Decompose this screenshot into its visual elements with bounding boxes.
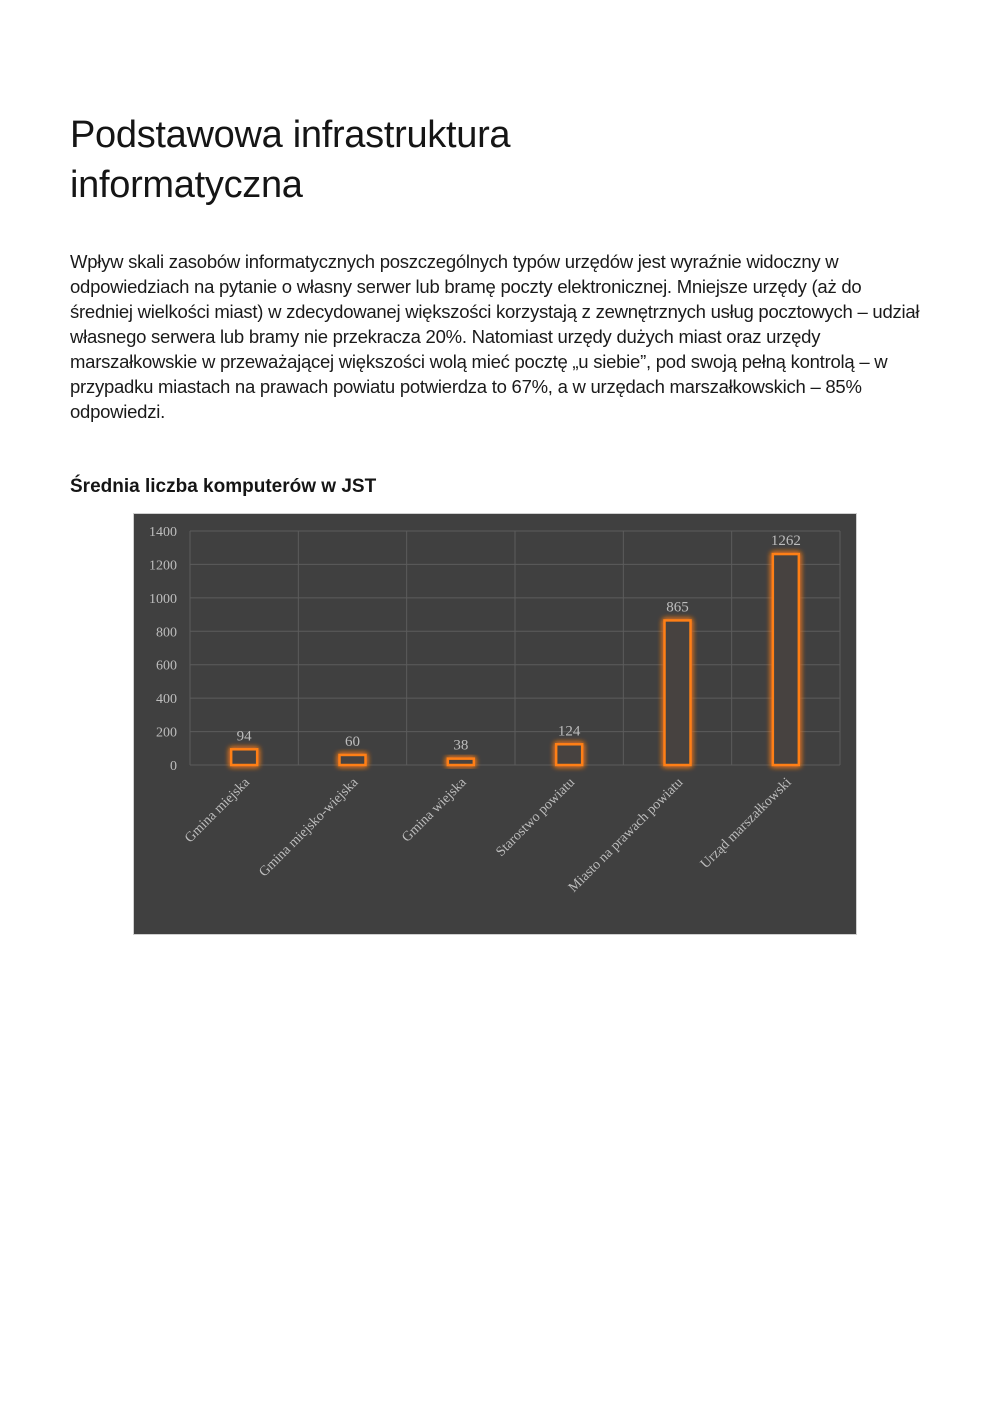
chart-title: Średnia liczba komputerów w JST bbox=[70, 476, 377, 497]
bar bbox=[556, 744, 582, 765]
x-category-label: Gmina miejsko-wiejska bbox=[256, 775, 362, 881]
bar bbox=[773, 554, 799, 765]
bar bbox=[231, 749, 257, 765]
data-label: 124 bbox=[557, 723, 581, 740]
bar bbox=[340, 755, 366, 765]
intro-paragraph: Wpływ skali zasobów informatycznych poszczególnych typów urzędów jest wyraźnie widoczny w odpowiedziach na pytanie o własny serwer lub bramę poczty elektronicznej. Mniejsze urzędy (aż do średniej wielkości miast) w zdecydowanej większości korzystają z zewnętrznych usług pocztowych – udział własnego serwera lub bramy nie przekracza 20%. Natomiast urzędy dużych miast oraz urzędy marszałkowskie w przeważającej większości wolą mieć pocztę „u siebie”, pod swoją pełną kontrolą – w przypadku miastach na prawach powiatu potwierdza to 67%, a w urzędach marszałkowskich – 85% odpowiedzi. bbox=[70, 251, 920, 422]
y-tick-label: 1000 bbox=[149, 591, 177, 607]
y-tick-label: 0 bbox=[170, 759, 177, 774]
y-tick-label: 800 bbox=[156, 625, 177, 641]
bar-chart-svg bbox=[134, 514, 856, 934]
y-tick-label: 400 bbox=[156, 692, 177, 708]
data-label: 38 bbox=[453, 737, 469, 754]
bar-chart bbox=[133, 513, 857, 935]
x-category-label: Starostwo powiatu bbox=[493, 775, 578, 860]
x-category-label: Urząd marszałkowski bbox=[698, 775, 795, 872]
y-tick-label: 200 bbox=[156, 725, 177, 741]
page-title-line-1: Podstawowa infrastruktura bbox=[70, 114, 511, 156]
bar bbox=[665, 620, 691, 765]
page-title-line-2: informatyczna bbox=[70, 164, 303, 206]
y-tick-label: 1400 bbox=[149, 525, 177, 540]
page-title bbox=[70, 110, 510, 210]
chart-background bbox=[134, 514, 856, 934]
x-category-label: Gmina miejska bbox=[182, 775, 253, 847]
y-tick-label: 1200 bbox=[149, 558, 177, 574]
data-label: 865 bbox=[666, 599, 689, 616]
data-label: 94 bbox=[236, 728, 252, 745]
y-tick-label: 600 bbox=[156, 658, 177, 674]
x-category-label: Miasto na prawach powiatu bbox=[566, 775, 687, 896]
data-label: 1262 bbox=[770, 533, 801, 550]
data-label: 60 bbox=[345, 733, 360, 750]
bar bbox=[448, 759, 474, 765]
x-category-label: Gmina wiejska bbox=[399, 775, 470, 846]
